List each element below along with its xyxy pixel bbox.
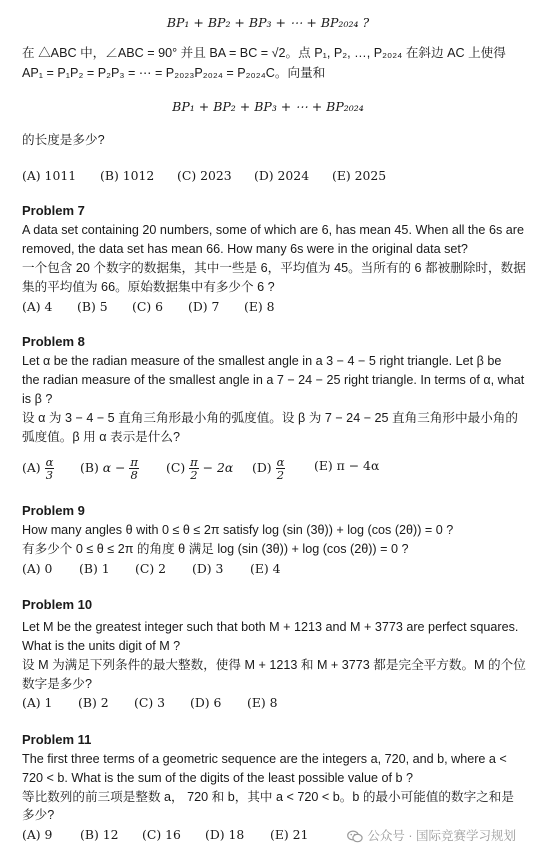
choice-b: (B) 1012 [100, 168, 155, 183]
fraction: $\frac{\alpha}{3}$ [45, 455, 54, 482]
problem-heading: Problem 11 [22, 732, 92, 747]
problem-text-en: the radian measure of the smallest angle in a 7 − 24 − 25 right triangle. In terms of α, what [22, 373, 525, 387]
fraction: $\frac{\alpha}{2}$ [276, 455, 285, 482]
problem-text-en: 720 < b. What is the sum of the digits of the least possible value of b ? [22, 771, 413, 785]
choice-e: (E) 8 [244, 299, 275, 314]
choice-e: (E) 8 [247, 695, 278, 710]
problem-text-en: is β ? [22, 392, 53, 406]
choice-d: (D) 18 [205, 827, 245, 842]
choice-b: (B) 1 [79, 561, 110, 576]
choice-c: (C) $\frac{\pi}{2}$ − 2α [166, 455, 234, 482]
choice-e: (E) π − 4α [314, 458, 380, 473]
problem-text-cn: 等比数列的前三项是整数 a， 720 和 b，其中 a < 720 < b。b 的最小可能值的数字之和是 [22, 790, 514, 804]
vector-sum-formula: BP₁ + BP₂ + BP₃ + ⋯ + BP₂₀₂₄ [172, 99, 364, 114]
problem-heading: Problem 8 [22, 334, 85, 349]
watermark-text: 公众号 · 国际竞赛学习规划 [367, 829, 516, 843]
watermark [347, 826, 516, 844]
choice-d: (D) 6 [190, 695, 222, 710]
problem-text-en: Let M be the greatest integer such that both M + 1213 and M + 3773 are perfect squares. [22, 620, 519, 634]
fraction: $\frac{\pi}{2}$ [190, 455, 198, 482]
problem-text-cn: AP₁ = P₁P₂ = P₂P₃ = ⋯ = P₂₀₂₃P₂₀₂₄ = P₂₀₂₄C。向量和 [22, 66, 326, 80]
problem-text-cn: 多少? [22, 808, 55, 822]
choice-b: (B) 2 [78, 695, 109, 710]
choice-a: (A) 0 [22, 561, 53, 576]
choice-d: (D) $\frac{\alpha}{2}$ [252, 455, 285, 482]
problem-text-en: How many angles θ with 0 ≤ θ ≤ 2π satisfy log (sin (3θ)) + log (cos (2θ)) = 0 ? [22, 523, 454, 537]
wechat-icon [347, 830, 363, 843]
problem-text-cn: 在 △ABC 中，∠ABC = 90° 并且 BA = BC = √2。点 P₁, P₂, …, P₂₀₂₄ 在斜边 AC 上使得 [22, 46, 506, 60]
problem-text-en: removed, the data set has mean 66. How many 6s were in the original data set? [22, 242, 468, 256]
problem-text-en: Let α be the radian measure of the smallest angle in a 3 − 4 − 5 right triangle. Let β be [22, 354, 502, 368]
choice-e: (E) 2025 [332, 168, 387, 183]
answer-choices [22, 450, 526, 484]
choice-d: (D) 2024 [254, 168, 310, 183]
problem-text-cn: 有多少个 0 ≤ θ ≤ 2π 的角度 θ 满足 log (sin (3θ)) + log (cos (2θ)) = 0 ? [22, 542, 409, 556]
choice-b: (B) 12 [80, 827, 119, 842]
problem-text-cn: 集的平均值为 66。原始数据集中有多少个 6 ? [22, 280, 275, 294]
problem-text-en: The first three terms of a geometric sequence are the integers a, 720, and b, where a < [22, 752, 507, 766]
problem-text-cn: 的长度是多少? [22, 133, 105, 147]
choice-a: (A) $\frac{\alpha}{3}$ [22, 455, 54, 482]
choice-d: (D) 7 [188, 299, 220, 314]
choice-d: (D) 3 [192, 561, 224, 576]
problem-text-cn: 设 M 为满足下列条件的最大整数，使得 M + 1213 和 M + 3773 都是完全平方数。M 的个位 [22, 658, 526, 672]
problem-text-cn: 数字是多少? [22, 677, 92, 691]
vector-sum-formula: BP₁ + BP₂ + BP₃ + ⋯ + BP₂₀₂₄ ? [166, 15, 370, 30]
choice-c: (C) 3 [134, 695, 165, 710]
choice-a: (A) 1011 [22, 168, 77, 183]
choice-c: (C) 6 [132, 299, 163, 314]
problem-heading: Problem 9 [22, 503, 85, 518]
fraction: $\frac{\pi}{8}$ [130, 455, 138, 482]
choice-e: (E) 4 [250, 561, 281, 576]
choice-c: (C) 2023 [177, 168, 232, 183]
choice-a: (A) 9 [22, 827, 53, 842]
problem-text-cn: 设 α 为 3 − 4 − 5 直角三角形最小角的弧度值。设 β 为 7 − 24 − 25 直角三角形中最小角的 [22, 411, 518, 425]
problem-text-en: What is the units digit of M ? [22, 639, 181, 653]
choice-b: (B) 5 [77, 299, 108, 314]
choice-e: (E) 21 [270, 827, 309, 842]
choice-a: (A) 1 [22, 695, 53, 710]
problem-heading: Problem 10 [22, 597, 93, 612]
choice-a: (A) 4 [22, 299, 53, 314]
problem-heading: Problem 7 [22, 203, 85, 218]
problem-text-cn: 弧度值。β 用 α 表示是什么? [22, 430, 180, 444]
choice-c: (C) 16 [142, 827, 181, 842]
problem-text-en: A data set containing 20 numbers, some of which are 6, has mean 45. When all the 6s are [22, 223, 524, 237]
problem-text-cn: 一个包含 20 个数字的数据集，其中一些是 6，平均值为 45。当所有的 6 都被删除时，数据 [22, 261, 526, 275]
choice-b: (B) α − $\frac{\pi}{8}$ [80, 455, 138, 482]
choice-c: (C) 2 [135, 561, 166, 576]
